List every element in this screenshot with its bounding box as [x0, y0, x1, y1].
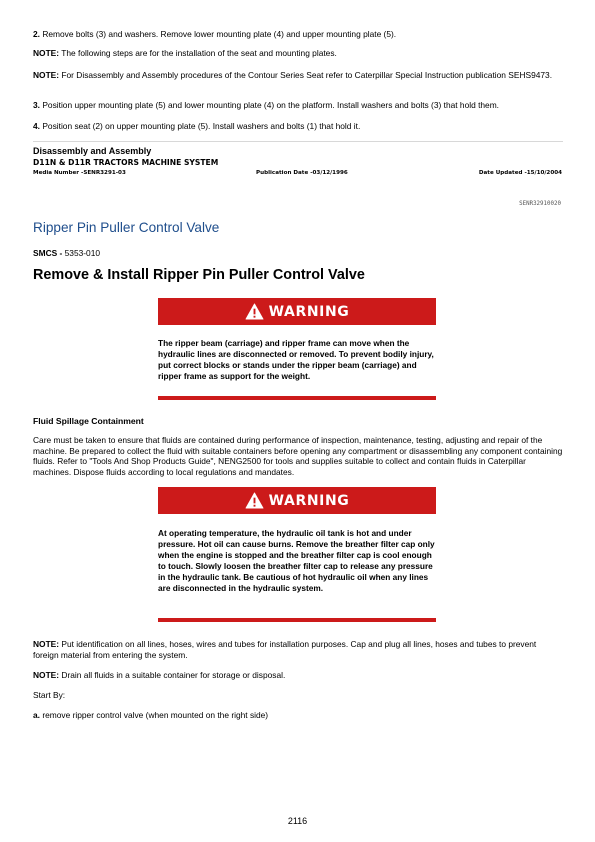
warning-text-1: The ripper beam (carriage) and ripper frame can move when the hydraulic lines are disconnected or removed. To prevent bodily injury, put correct blocks or stands under the ripper beam (carriage) and ripper frame as support for the weight. [158, 338, 434, 381]
step-2: 2. Remove bolts (3) and washers. Remove lower mounting plate (4) and upper mounting plate (5). [33, 29, 397, 39]
smcs-code: SMCS - 5353-010 [33, 248, 101, 258]
machine-title: D11N & D11R TRACTORS MACHINE SYSTEM [33, 158, 219, 167]
section-divider [33, 141, 563, 142]
note-4: NOTE: Drain all fluids in a suitable container for storage or disposal. [33, 670, 286, 680]
page-title: Ripper Pin Puller Control Valve [33, 220, 220, 235]
warning-banner-1 [158, 298, 436, 325]
page-number: 2116 [287, 816, 308, 826]
document-id: SENR32910020 [519, 201, 561, 207]
note-1: NOTE: The following steps are for the installation of the seat and mounting plates. [33, 48, 337, 58]
spillage-text: Care must be taken to ensure that fluids are contained during performance of inspection, maintenance, testing, adjusting and repair of the machine. Be prepared to collect the fluid with suitable containers before opening any compartment or disassembling any component containing fluids. Refer to "Tools And Shop Products Guide", NENG2500 for tools and supplies suitable to collect and contain fluids in Caterpillar machines. Dispose fluids according to local regulations and mandates. [33, 435, 563, 477]
step-3: 3. Position upper mounting plate (5) and lower mounting plate (4) on the platform. Install washers and bolts (3) that hold them. [33, 100, 500, 110]
publication-date: Publication Date -03/12/1996 [256, 170, 348, 176]
step-4: 4. Position seat (2) on upper mounting plate (5). Install washers and bolts (1) that hold it. [33, 121, 361, 131]
warning-banner-2 [158, 487, 436, 514]
spillage-heading: Fluid Spillage Containment [33, 416, 144, 426]
warning-label: WARNING [268, 492, 350, 509]
warning-triangle-icon [245, 492, 264, 509]
start-by-label: Start By: [33, 690, 66, 700]
warning-triangle-icon [245, 303, 264, 320]
main-heading: Remove & Install Ripper Pin Puller Control Valve [33, 267, 365, 283]
warning-label: WARNING [268, 303, 350, 320]
section-title: Disassembly and Assembly [33, 146, 152, 156]
note-2: NOTE: For Disassembly and Assembly procedures of the Contour Series Seat refer to Caterpillar Special Instruction publication SEHS9473. [33, 70, 553, 80]
start-step-a: a. remove ripper control valve (when mounted on the right side) [33, 710, 269, 720]
warning-footer-2 [158, 618, 436, 622]
warning-text-2: At operating temperature, the hydraulic oil tank is hot and under pressure. Hot oil can cause burns. Remove the breather filter cap only when the engine is stopped and the breather filter cap is cool enough to touch. Slowly loosen the breather filter cap to release any pressure in the hydraulic tank. Be cautious of hot hydraulic oil when any lines are disconnected in the hydraulic system. [158, 528, 435, 593]
media-number: Media Number -SENR3291-03 [33, 170, 126, 176]
warning-footer-1 [158, 396, 436, 400]
date-updated: Date Updated -15/10/2004 [478, 170, 562, 176]
note-3: NOTE: Put identification on all lines, hoses, wires and tubes for installation purposes. Cap and plug all lines, hoses and tubes to prevent foreign material from entering the system. [33, 639, 537, 660]
